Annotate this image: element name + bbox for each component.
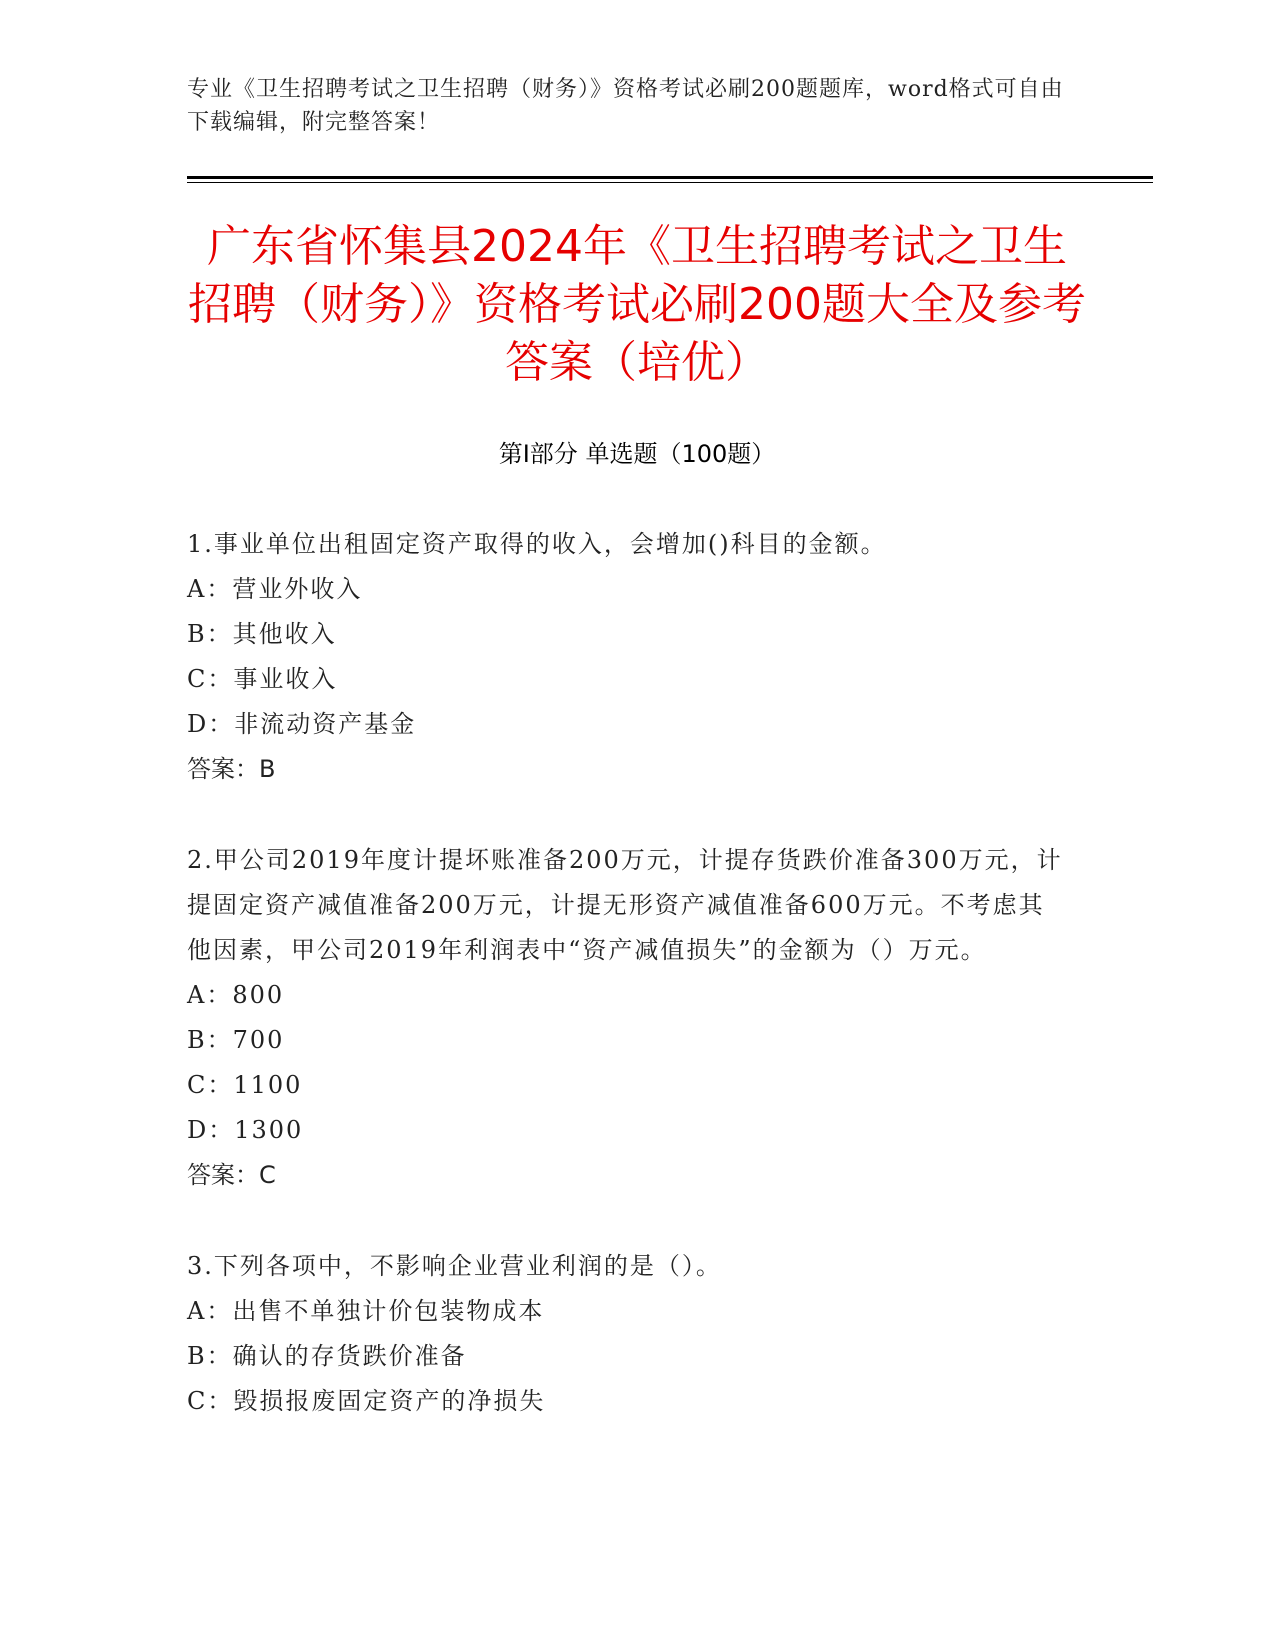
question-stem: 2.甲公司2019年度计提坏账准备200万元，计提存货跌价准备300万元，计提固定资产减值准备200万元，计提无形资产减值准备600万元。不考虑其他因素，甲公司2019年利润表中“资产减值损失”的金额为（）万元。	[187, 846, 1063, 964]
question-list	[187, 522, 1067, 1470]
header-rule-thin	[187, 182, 1153, 183]
option-c: C：1100	[187, 1071, 303, 1099]
question-3	[187, 1244, 1067, 1424]
option-c: C：事业收入	[187, 665, 338, 693]
question-stem: 3.下列各项中，不影响企业营业利润的是（）。	[187, 1252, 722, 1280]
option-b: B：700	[187, 1026, 285, 1054]
option-c: C：毁损报废固定资产的净损失	[187, 1387, 546, 1415]
option-b: B：其他收入	[187, 620, 337, 648]
option-d: D：1300	[187, 1116, 304, 1144]
header-note: 专业《卫生招聘考试之卫生招聘（财务）》资格考试必刷200题题库，word格式可自由下载编辑，附完整答案！	[187, 77, 1064, 135]
section-heading: 第I部分 单选题（100题）	[498, 440, 776, 468]
question-2	[187, 838, 1067, 1198]
option-a: A：营业外收入	[187, 575, 363, 603]
answer-line: 答案：B	[187, 755, 276, 783]
question-1	[187, 522, 1067, 792]
question-stem: 1.事业单位出租固定资产取得的收入，会增加()科目的金额。	[187, 530, 887, 558]
option-b: B：确认的存货跌价准备	[187, 1342, 467, 1370]
option-a: A：出售不单独计价包装物成本	[187, 1297, 545, 1325]
answer-line: 答案：C	[187, 1161, 276, 1189]
option-a: A：800	[187, 981, 285, 1009]
document-title: 广东省怀集县2024年《卫生招聘考试之卫生招聘（财务）》资格考试必刷200题大全及参考答案（培优）	[188, 221, 1086, 388]
option-d: D：非流动资产基金	[187, 710, 417, 738]
header-rule-thick	[187, 176, 1153, 179]
